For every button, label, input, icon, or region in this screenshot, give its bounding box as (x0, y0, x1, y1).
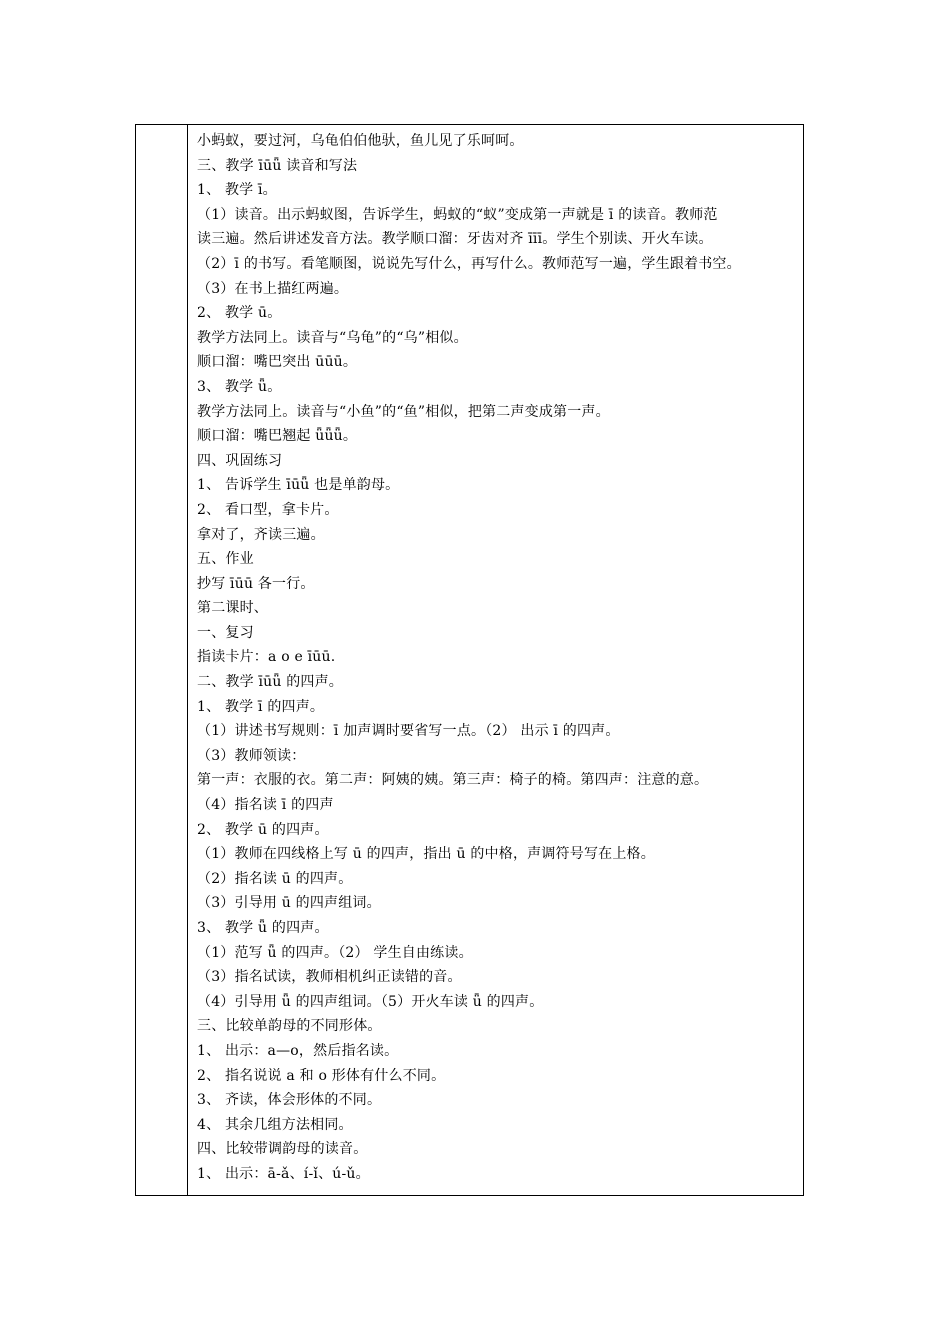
text-line: （4）指名读 ī 的四声 (197, 797, 334, 814)
text-line: 第一声：衣服的衣。第二声：阿姨的姨。第三声：椅子的椅。第四声：注意的意。 (197, 772, 709, 789)
text-line: 1、 出示：a—o，然后指名读。 (197, 1042, 399, 1059)
text-line: 拿对了，齐读三遍。 (197, 526, 325, 543)
text-line: （3）引导用 ū 的四声组词。 (197, 895, 381, 912)
section-heading: 三、教学 īūǖ 读音和写法 (197, 157, 358, 174)
text-line: 读三遍。然后讲述发音方法。教学顺口溜：牙齿对齐 īīī。学生个别读、开火车读。 (197, 231, 713, 248)
text-line: 顺口溜：嘴巴突出 ūūū。 (197, 354, 358, 371)
section-heading: 第二课时、 (197, 600, 268, 617)
text-line: （1）教师在四线格上写 ū 的四声，指出 ū 的中格，声调符号写在上格。 (197, 846, 655, 863)
section-heading: 二、教学 īūǖ 的四声。 (197, 674, 344, 691)
text-line: 顺口溜：嘴巴翘起 ǖǖǖ。 (197, 428, 358, 445)
text-line: 2、 看口型，拿卡片。 (197, 501, 339, 518)
text-line: （2）ī 的书写。看笔顺图，说说先写什么，再写什么。教师范写一遍，学生跟着书空。 (197, 255, 741, 272)
text-line: 教学方法同上。读音与“小鱼”的“鱼”相似，把第二声变成第一声。 (197, 403, 610, 420)
text-line: 1、 教学 ī。 (197, 182, 277, 199)
text-line: 抄写 īūū 各一行。 (197, 575, 315, 592)
text-line: （3）指名试读，教师相机纠正读错的音。 (197, 969, 462, 986)
text-line: 教学方法同上。读音与“乌龟”的“乌”相似。 (197, 329, 468, 346)
text-line: 1、 教学 ī 的四声。 (197, 698, 325, 715)
text-line: 2、 指名说说 a 和 o 形体有什么不同。 (197, 1067, 446, 1084)
section-heading: 四、比较带调韵母的读音。 (197, 1141, 368, 1158)
text-line: 小蚂蚁，要过河，乌龟伯伯他驮，鱼儿见了乐呵呵。 (197, 133, 524, 149)
text-line: （1）读音。出示蚂蚁图，告诉学生，蚂蚁的“蚁”变成第一声就是 ī 的读音。教师范 (197, 206, 718, 223)
text-line: 2、 教学 ū 的四声。 (197, 821, 329, 838)
text-line: 1、 告诉学生 īūǖ 也是单韵母。 (197, 477, 400, 494)
text-line: （4）引导用 ǖ 的四声组词。（5）开火车读 ǖ 的四声。 (197, 993, 544, 1010)
text-line: （3）在书上描红两遍。 (197, 280, 349, 297)
text-line: （1）讲述书写规则：ī 加声调时要省写一点。（2） 出示 ī 的四声。 (197, 723, 620, 740)
text-line: （2）指名读 ū 的四声。 (197, 870, 353, 887)
text-line: 3、 教学 ǖ 的四声。 (197, 920, 329, 936)
section-heading: 一、复习 (197, 624, 254, 641)
section-heading: 四、巩固练习 (197, 452, 283, 469)
lesson-content-cell (188, 125, 803, 1195)
text-line: 3、 教学 ǖ。 (197, 378, 282, 395)
table-left-column (136, 125, 188, 1195)
section-heading: 三、比较单韵母的不同形体。 (197, 1018, 382, 1035)
text-line: 1、 出示：ā-ǎ、í-ǐ、ú-ǔ。 (197, 1165, 370, 1182)
text-line: 2、 教学 ū。 (197, 305, 282, 322)
text-line: （3）教师领读： (197, 747, 306, 764)
lesson-plan-table (135, 124, 804, 1196)
text-line: 4、 其余几组方法相同。 (197, 1116, 353, 1133)
section-heading: 五、作业 (197, 551, 254, 568)
text-line: 3、 齐读，体会形体的不同。 (197, 1092, 382, 1109)
text-line: （1）范写 ǖ 的四声。（2） 学生自由练读。 (197, 944, 473, 961)
text-line: 指读卡片：a o e īūū. (197, 649, 336, 666)
